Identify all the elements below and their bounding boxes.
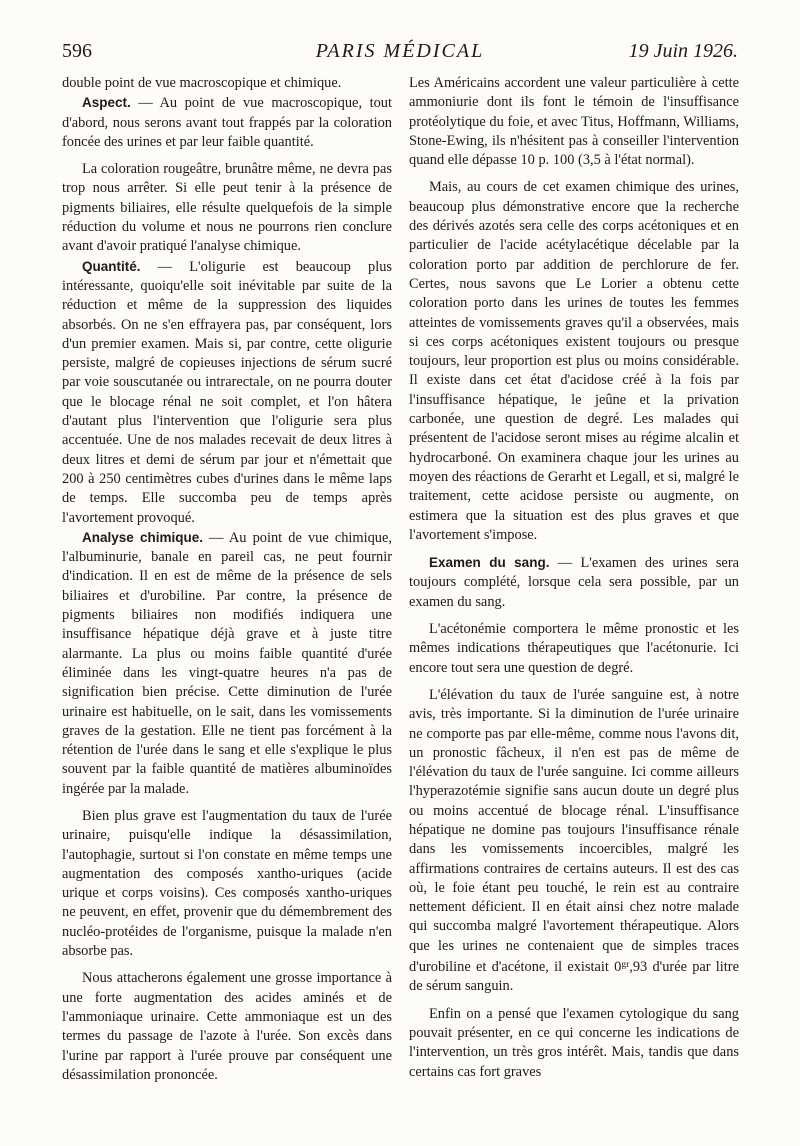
paragraph: Mais, au cours de cet examen chimique des urines, beaucoup plus démonstrative encore que la recherche des dérivés azotés sera celle des corps acétoniques et en particulier de l'acide acétylacétique décelable par la coloration porto par addition de perchlorure de fer. Certes, nous savons que Le Lorier a obtenu cette coloration porto dans les urines de toutes les femmes atteintes de vomissements graves qu'il a observées, mais si ces corps acétoniques existent toujours ou presque toujours, leur proportion est plus ou moins considérable. Il existe dans cet état d'acidose créé à la fois par l'insuffisance hépatique, le jeûne et la privation carbonée, une question de degré. Les malades qui présentent de l'acidose seront mises au régime alcalin et hydrocarboné. On examinera chaque jour les urines au moyen des réactions de Gerarht et Legall, et si, malgré le traitement, cette acidose persiste ou augmente, on estimera que la situation est des plus graves et que l'avortement s'impose.	[409, 179, 739, 543]
paragraph-text: — Au point de vue chimique, l'albuminurie, banale en pareil cas, ne peut fournir d'indication. Il en est de même de la présence de sels biliaires et d'urobiline. Par contre, la présence de pigments biliaires non modifiés indiquera une insuffisance hépatique déjà grave et à juste titre alarmante. La plus ou moins faible quantité d'urée éliminée dans les vingt-quatre heures n'a pas de signification bien précise. Cette diminution de l'urée urinaire est habituelle, on le sait, dans les vomissements graves de la gestation. Elle ne tient pas forcément à la rétention de l'urée dans le sang et elle s'explique le plus souvent par la faible quantité de matières albuminoïdes ingérée par la malade.	[62, 529, 392, 797]
paragraph: Enfin on a pensé que l'examen cytologique du sang pouvait présenter, en ce qui concerne les indications de l'intervention, un très gros intérêt. Mais, tandis que dans certains cas fort graves	[409, 1005, 739, 1080]
issue-date: 19 Juin 1926.	[628, 40, 738, 62]
paragraph-text: L'élévation du taux de l'urée sanguine est, à notre avis, très importante. Si la diminution de l'urée urinaire ne comporte pas par elle-même, comme nous l'avons dit, un pronostic fâcheux, il n'en est pas de même de l'élévation du taux de l'urée sanguine. Ici comme ailleurs l'hyperazotémie signifie sans aucun doute un degré plus ou moins accentué de blocage rénal. L'insuffisance hépatique ne domine pas toujours l'insuffisance rénale dans les vomissements incoercibles, malgré les affirmations contraires de certains auteurs. Il est des cas où, le foie étant peu touché, le rein est au contraire nettement déficient. Il en était ainsi chez notre malade qui succomba malgré l'avortement thérapeutique. Alors que les urines ne contenaient que de simples traces d'urobiline et d'acétone, il existait 0	[409, 686, 739, 976]
paragraph-uree-sanguine	[409, 686, 739, 997]
paragraph: Nous attacherons également une grosse importance à une forte augmentation des acides aminés et de l'ammoniaque urinaire. Cette ammoniaque est un des termes du passage de l'azote à l'urée. Son excès dans l'urine par rapport à l'urée prouve par conséquent une désassimilation prononcée.	[62, 970, 392, 1083]
paragraph: Les Américains accordent une valeur particulière à cette ammoniurie dont ils font le témoin de l'insuffisance protéolytique du foie, et avec Titus, Hoffmann, Williams, Stone-Ewing, ils n'hésitent pas à conseiller l'intervention quand elle dépasse 10 p. 100 (3,5 à l'état normal).	[409, 75, 739, 169]
paragraph-text: — L'oligurie est beaucoup plus intéressante, quoiqu'elle soit inévitable par suite de la réduction et même de la suppression des liquides absorbés. On ne s'en effrayera pas, par conséquent, lors d'un premier examen. Mais si, par contre, cette oligurie persiste, malgré de copieuses injections de sérum sucré par voie souscutanée ou intrarectale, on ne pourra douter que le blocage rénal ne soit complet, et l'on hâtera d'autant plus l'intervention que l'oligurie sera plus accentuée. Une de nos malades recevait de deux litres à deux litres et demi de sérum par jour et n'émettait que 200 à 250 centimètres cubes d'urines dans le même laps de temps. Elle succomba peu de temps après l'avortement provoqué.	[62, 258, 392, 526]
unit-superscript: gr	[621, 960, 630, 971]
section-heading-aspect: Aspect.	[82, 95, 131, 111]
paragraph: double point de vue macroscopique et chimique.	[62, 75, 342, 91]
paragraph-examen-du-sang	[409, 553, 739, 612]
left-column	[62, 74, 392, 1085]
paragraph-text: — L'examen des urines sera toujours complété, lorsque cela sera possible, par un examen du sang.	[409, 555, 739, 610]
paragraph-analyse-chimique	[62, 528, 392, 799]
paragraph: La coloration rougeâtre, brunâtre même, ne devra pas trop nous arrêter. Si elle peut tenir à la présence de pigments biliaires, elle résulte quelquefois de la simple réduction du volume et nous ne pourrons rien conclure avant d'avoir pratiqué l'analyse chimique.	[62, 161, 392, 255]
journal-title: PARIS MÉDICAL	[315, 40, 485, 62]
paragraph: L'acétonémie comportera le même pronostic et les mêmes indications thérapeutiques que l'acétonurie. Ici encore tout sera une question de degré.	[409, 621, 739, 676]
running-header	[62, 40, 738, 66]
paragraph-quantite	[62, 257, 392, 528]
page-number: 596	[62, 40, 92, 62]
paragraph-text: ,93 d'urée par litre de sérum sanguin.	[409, 959, 739, 995]
section-heading-examen-du-sang: Examen du sang.	[429, 555, 550, 571]
right-column	[409, 74, 739, 1082]
paragraph-aspect	[62, 93, 392, 152]
paragraph: Bien plus grave est l'augmentation du taux de l'urée urinaire, puisqu'elle indique la désassimilation, l'autophagie, surtout si l'on constate en même temps une augmentation des composés xantho-uriques (acide urique et corps voisins). Ces composés xantho-uriques ne peuvent, en effet, provenir que du démembrement des nucléo-protéides de l'organisme, puisque la malade n'en absorbe pas.	[62, 807, 392, 960]
section-heading-quantite: Quantité.	[82, 258, 141, 274]
paragraph-text: — Au point de vue macroscopique, tout d'abord, nous serons avant tout frappés par la coloration foncée des urines et par leur faible quantité.	[62, 95, 392, 150]
section-heading-analyse-chimique: Analyse chimique.	[82, 529, 204, 545]
